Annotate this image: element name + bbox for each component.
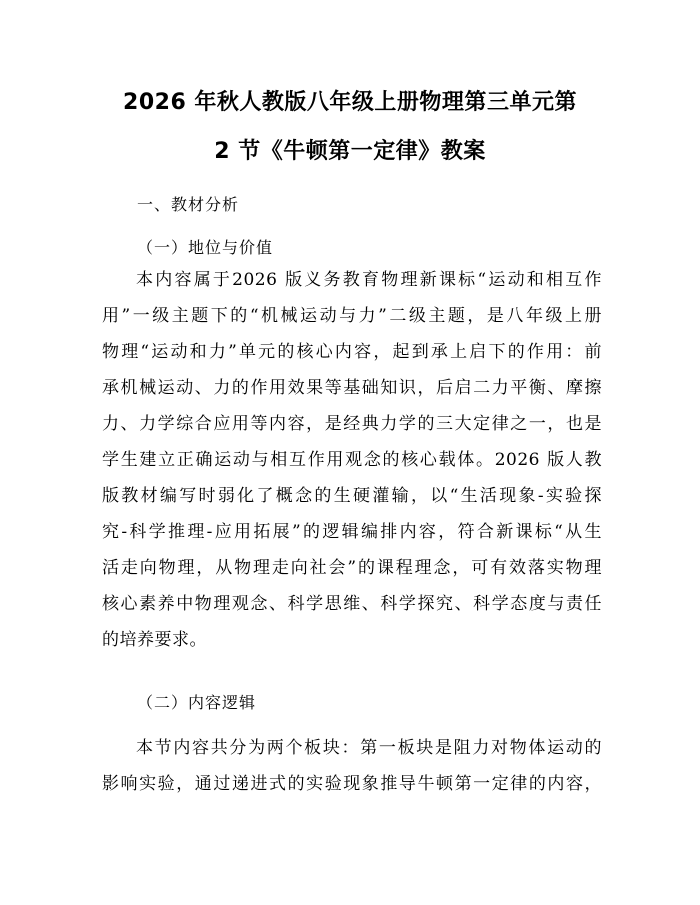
paragraph-line: 学生建立正确运动与相互作用观念的核心载体。2026 版人教 (102, 450, 602, 470)
section-heading-textbook-analysis: 一、教材分析 (137, 195, 240, 214)
paragraph-line: 本内容属于2026 版义务教育物理新课标“运动和相互作 (136, 270, 602, 290)
subsection-heading-position-and-value: （一）地位与价值 (137, 238, 274, 257)
paragraph-line: 本节内容共分为两个板块：第一板块是阻力对物体运动的 (136, 738, 602, 758)
paragraph-line: 力、力学综合应用等内容，是经典力学的三大定律之一，也是 (102, 414, 602, 434)
paragraph-line: 承机械运动、力的作用效果等基础知识，后启二力平衡、摩擦 (102, 378, 602, 398)
paragraph-line: 影响实验，通过递进式的实验现象推导牛顿第一定律的内容， (102, 774, 602, 794)
paragraph-content-logic (102, 730, 602, 802)
paragraph-line: 究-科学推理-应用拓展”的逻辑编排内容，符合新课标“从生 (102, 522, 602, 542)
paragraph-line: 用”一级主题下的“机械运动与力”二级主题，是八年级上册 (102, 306, 602, 326)
document-title-line-1: 2026 年秋人教版八年级上册物理第三单元第 (123, 90, 577, 115)
paragraph-line: 版教材编写时弱化了概念的生硬灌输，以“生活现象-实验探 (102, 486, 602, 506)
document-title-line-2: 2 节《牛顿第一定律》教案 (214, 139, 486, 164)
paragraph-line: 物理“运动和力”单元的核心内容，起到承上启下的作用：前 (102, 342, 602, 362)
paragraph-line: 核心素养中物理观念、科学思维、科学探究、科学态度与责任 (102, 594, 602, 614)
subsection-heading-content-logic: （二）内容逻辑 (137, 693, 257, 712)
paragraph-position-and-value (102, 262, 602, 658)
paragraph-line: 活走向物理，从物理走向社会”的课程理念，可有效落实物理 (102, 558, 602, 578)
paragraph-line: 的培养要求。 (102, 630, 207, 650)
